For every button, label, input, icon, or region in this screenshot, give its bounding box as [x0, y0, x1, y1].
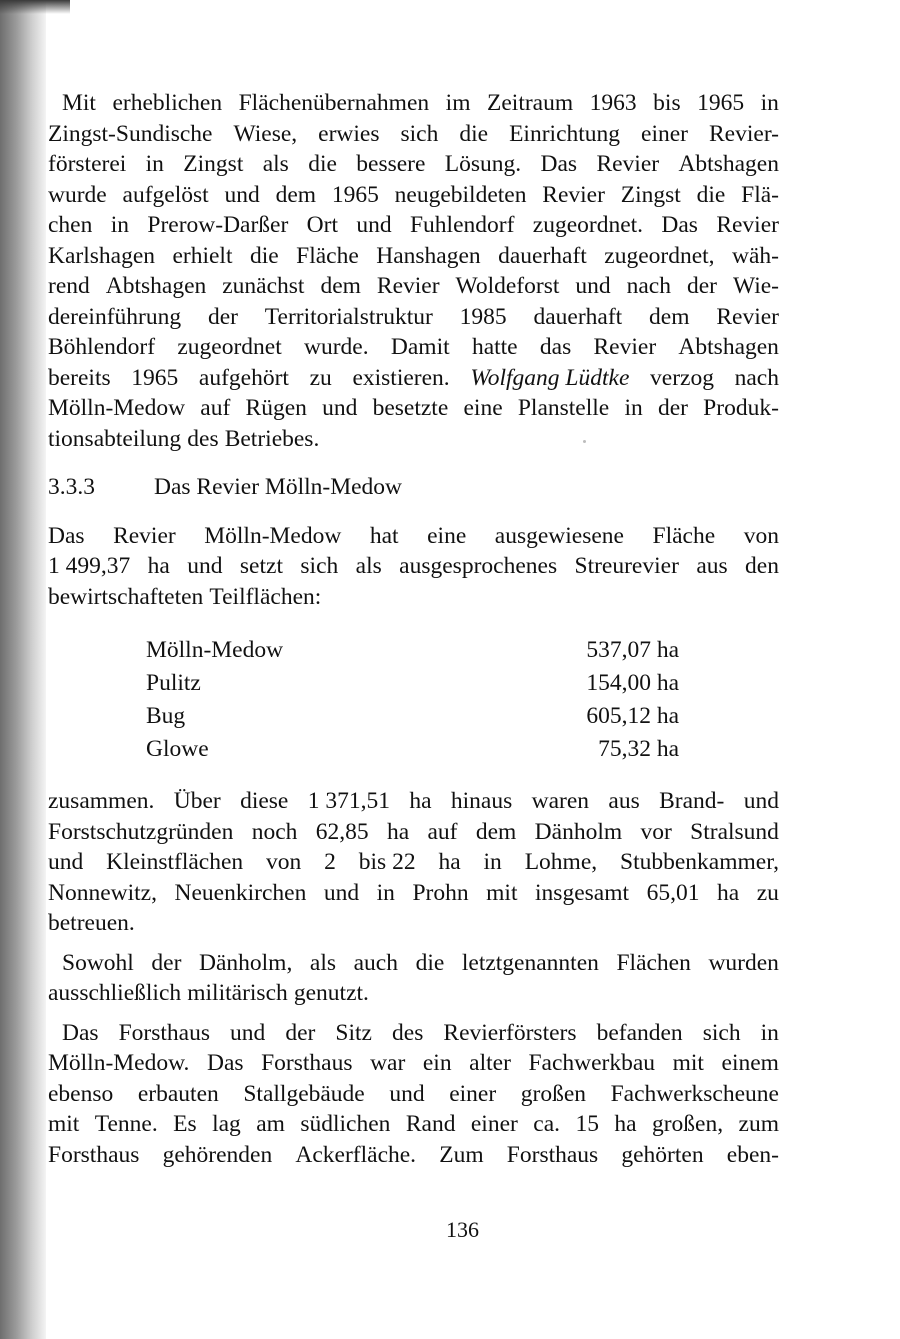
text-line — [48, 521, 779, 552]
word: Stallgebäude — [243, 1080, 365, 1107]
word: Territorialstruktur — [264, 303, 433, 330]
word: Flächen — [616, 949, 691, 976]
word: neugebildeten — [394, 181, 527, 208]
word: Fachwerkbau — [528, 1050, 656, 1076]
word: dem — [475, 818, 517, 845]
word: zugeordnet, — [604, 242, 715, 269]
person-name: Wolfgang Lüdtke — [470, 364, 630, 391]
word: ausschließlich — [48, 980, 182, 1006]
word: gehörenden — [162, 1141, 273, 1168]
word: Rand — [405, 1111, 456, 1137]
word: befanden — [596, 1019, 683, 1046]
word: Mölln-Medow — [48, 395, 186, 421]
word: großen, — [651, 1111, 724, 1137]
word: Mit — [62, 90, 96, 116]
word: wäh- — [732, 242, 779, 269]
word: Hanshagen — [376, 242, 481, 269]
area-row — [146, 634, 679, 667]
area-name: Pulitz — [146, 670, 201, 696]
area-name: Mölln-Medow — [146, 637, 284, 663]
word: Das — [207, 1050, 244, 1076]
word: hinaus — [450, 788, 513, 814]
word: 1 371,51 — [307, 788, 390, 814]
word: Revier — [596, 151, 660, 177]
word: in — [145, 151, 164, 177]
word: Revier — [376, 273, 440, 299]
word: genutzt. — [293, 980, 369, 1006]
word: Karlshagen — [48, 242, 156, 269]
area-value: 75,32 ha — [598, 736, 679, 762]
scan-edge-shadow — [0, 0, 70, 14]
book-binding-shadow — [0, 0, 46, 1339]
paragraph-5 — [48, 1018, 779, 1171]
word: Revier — [542, 181, 605, 208]
word: Das — [62, 1019, 99, 1046]
word: 1965 — [697, 90, 745, 116]
word: südlichen — [300, 1111, 391, 1137]
word: in — [483, 849, 502, 875]
text-line — [48, 241, 779, 272]
word: Dänholm — [534, 818, 623, 845]
word: hatte — [471, 334, 518, 360]
word: diese — [240, 788, 289, 814]
word: auf — [427, 818, 458, 845]
word: Abtshagen — [678, 151, 779, 177]
paragraph-3 — [48, 786, 779, 939]
word: sich — [702, 1019, 741, 1046]
word: Wiese, — [233, 120, 298, 147]
word: wurde. — [304, 334, 369, 360]
area-value: 605,12 ha — [586, 703, 679, 729]
text-line — [48, 908, 779, 939]
word: zugeordnet — [177, 334, 282, 360]
word: in — [760, 1019, 779, 1046]
paragraph-2 — [48, 521, 779, 613]
word: ca. — [533, 1111, 561, 1137]
word: Abtshagen — [105, 273, 207, 299]
word: Böhlendorf — [48, 334, 156, 360]
paragraph-1 — [48, 88, 779, 454]
word: Lohme, — [524, 849, 598, 875]
word: Zeitraum — [487, 90, 574, 116]
word: Zingst — [183, 151, 244, 177]
word: am — [256, 1111, 285, 1137]
word: Stralsund — [690, 818, 779, 845]
word: betreuen. — [48, 910, 135, 936]
word: und — [187, 553, 223, 579]
word: Fachwerkscheune — [610, 1080, 779, 1107]
text-line — [48, 847, 779, 878]
word: Lösung. — [444, 151, 522, 177]
word: existieren. — [352, 364, 450, 391]
word: die — [459, 120, 489, 147]
word: nach — [734, 364, 779, 391]
area-row — [146, 733, 679, 766]
word: Stubbenkammer, — [620, 849, 779, 875]
word: und — [575, 273, 611, 299]
word: dereinführung — [48, 303, 182, 330]
word: insgesamt — [535, 879, 630, 906]
paragraph-4 — [48, 948, 779, 1009]
word: Ackerfläche. — [295, 1141, 417, 1168]
word: einer — [449, 1080, 497, 1107]
area-value: 537,07 ha — [586, 637, 679, 663]
word: erhielt — [172, 242, 233, 269]
word: chen — [48, 212, 93, 238]
word: besetzte — [372, 395, 449, 421]
word: Neuenkirchen — [174, 879, 307, 906]
word: aus — [696, 553, 728, 579]
word: Abtshagen — [678, 334, 779, 360]
word: die — [415, 949, 445, 976]
word: der — [686, 273, 717, 299]
word: Wie- — [732, 273, 779, 299]
word: zusammen. — [48, 788, 155, 814]
word: der — [151, 949, 182, 976]
word: zu — [756, 879, 779, 906]
word: rend — [48, 273, 90, 299]
section-heading — [48, 472, 779, 503]
word: erwies — [318, 120, 380, 147]
word: das — [539, 334, 572, 360]
word: Sowohl — [62, 949, 134, 976]
word: im — [445, 90, 471, 116]
area-name: Bug — [146, 703, 186, 729]
word: der — [285, 1019, 316, 1046]
text-line — [48, 878, 779, 909]
area-row — [146, 667, 679, 700]
word: Fläche — [652, 522, 716, 549]
word: Produk- — [703, 395, 779, 421]
word: ha — [716, 879, 740, 906]
word: Revier — [716, 303, 779, 330]
word: Revier- — [709, 120, 779, 147]
word: aufgehört — [198, 364, 289, 391]
word: eben- — [726, 1141, 779, 1168]
text-line — [48, 393, 779, 424]
word: Sitz — [335, 1019, 372, 1046]
word: 1963 — [589, 90, 637, 116]
word: 65,01 — [646, 879, 700, 906]
word: großen — [520, 1080, 587, 1107]
word: aufgelöst — [122, 181, 209, 208]
word: einer — [470, 1111, 518, 1137]
word: Mölln-Medow. — [48, 1050, 190, 1076]
word: Mölln-Medow — [204, 522, 342, 549]
word: Das — [48, 522, 85, 549]
word: Einrichtung — [509, 120, 621, 147]
word: Ort — [306, 212, 338, 238]
word: die — [308, 151, 337, 177]
word: erheblichen — [112, 90, 223, 116]
word: der — [657, 395, 688, 421]
word: der — [207, 303, 238, 330]
word: Kleinstflächen — [106, 849, 244, 875]
word: försterei — [48, 151, 127, 177]
word: Brand- — [659, 788, 725, 814]
word: Forsthaus — [48, 1141, 140, 1168]
word: Rügen — [245, 395, 307, 421]
word: Zingst — [620, 181, 681, 208]
word: Betriebes. — [224, 425, 320, 452]
word: tionsabteilung — [48, 425, 182, 452]
word: Es — [173, 1111, 197, 1137]
word: dauerhaft — [533, 303, 623, 330]
word: dem — [649, 303, 690, 330]
word: dem — [275, 181, 317, 208]
text-line — [48, 210, 779, 241]
word: verzog — [650, 364, 714, 391]
word: Fläche — [296, 242, 359, 269]
word: 62,85 — [315, 818, 369, 845]
word: bis — [653, 90, 681, 116]
word: von — [743, 522, 779, 549]
word: 1 499,37 — [48, 553, 131, 579]
word: des — [392, 1019, 424, 1046]
word: von — [266, 849, 302, 875]
word: gehörten — [621, 1141, 704, 1168]
word: zum — [738, 1111, 779, 1137]
word: lag — [212, 1111, 241, 1137]
word: ha — [614, 1111, 637, 1137]
text-line — [48, 948, 779, 979]
word: Forstschutzgründen — [48, 818, 234, 845]
word: hat — [369, 522, 399, 549]
word: ha — [438, 849, 461, 875]
text-line — [48, 332, 779, 363]
word: Nonnewitz, — [48, 879, 157, 906]
word: und — [48, 849, 84, 875]
word: bessere — [356, 151, 426, 177]
word: und — [323, 879, 360, 906]
page-body — [48, 88, 779, 1170]
word: militärisch — [187, 980, 288, 1006]
word: Forsthaus — [506, 1141, 599, 1168]
word: Planstelle — [517, 395, 610, 421]
word: Streurevier — [574, 553, 679, 579]
word: waren — [531, 788, 590, 814]
word: Tenne. — [94, 1111, 158, 1137]
text-line — [48, 1048, 779, 1079]
word: bis 22 — [358, 849, 416, 875]
word: ausgesprochenes — [399, 553, 558, 579]
word: Revier — [716, 212, 779, 238]
word: noch — [251, 818, 298, 845]
word: zu — [309, 364, 332, 391]
word: letztgenannten — [461, 949, 599, 976]
text-line — [48, 149, 779, 180]
word: Forsthaus — [261, 1050, 353, 1076]
text-line — [48, 1109, 779, 1140]
word: und — [743, 788, 779, 814]
word: auf — [200, 395, 231, 421]
text-line — [48, 1018, 779, 1049]
word: in — [760, 90, 779, 116]
word: alter — [469, 1050, 511, 1076]
word: Dänholm, — [199, 949, 293, 976]
word: als — [262, 151, 289, 177]
text-line — [48, 424, 779, 455]
word: Woldeforst — [455, 273, 560, 299]
word: und — [389, 1080, 425, 1107]
word: Flächenübernahmen — [238, 90, 430, 116]
word: Teilflächen: — [209, 583, 322, 610]
section-number: 3.3.3 — [48, 474, 95, 500]
word: aus — [608, 788, 640, 814]
word: mit — [486, 879, 518, 906]
word: und — [356, 212, 392, 238]
word: setzt — [239, 553, 283, 579]
text-line — [48, 817, 779, 848]
text-line — [48, 1140, 779, 1171]
word: Zum — [439, 1141, 484, 1168]
text-line — [48, 582, 779, 613]
word: erbauten — [137, 1080, 219, 1107]
word: einer — [641, 120, 688, 147]
area-name: Glowe — [146, 736, 209, 762]
area-value: 154,00 ha — [586, 670, 679, 696]
text-line — [48, 180, 779, 211]
word: ein — [422, 1050, 452, 1076]
word: ebenso — [48, 1080, 114, 1107]
text-line — [48, 363, 779, 394]
word: den — [745, 553, 779, 579]
word: in — [624, 395, 643, 421]
word: ausgewiesene — [494, 522, 624, 549]
text-line — [48, 786, 779, 817]
word: 2 — [324, 849, 336, 875]
text-line — [48, 978, 779, 1009]
word: auch — [353, 949, 398, 976]
word: Revier — [113, 522, 176, 549]
text-line — [48, 1079, 779, 1110]
word: bereits — [48, 364, 111, 391]
word: Über — [173, 788, 221, 814]
word: vor — [640, 818, 672, 845]
word: war — [370, 1050, 406, 1076]
word: Das — [661, 212, 698, 238]
word: einem — [721, 1050, 779, 1076]
word: wurde — [48, 181, 107, 208]
word: eine — [427, 522, 467, 549]
word: sich — [400, 120, 439, 147]
word: ha — [147, 553, 170, 579]
word: Forsthaus — [118, 1019, 210, 1046]
word: die — [249, 242, 279, 269]
word: Revier — [593, 334, 657, 360]
word: mit — [672, 1050, 704, 1076]
word: zunächst — [222, 273, 305, 299]
word: nach — [626, 273, 671, 299]
word: sich — [300, 553, 339, 579]
word: in — [110, 212, 130, 238]
section-title: Das Revier Mölln-Medow — [154, 474, 403, 500]
word: Prerow-Darßer — [147, 212, 289, 238]
word: Flä- — [741, 181, 779, 208]
word: 1965 — [331, 181, 379, 208]
text-line — [48, 271, 779, 302]
word: mit — [48, 1111, 80, 1137]
word: Revierförsters — [443, 1019, 577, 1046]
word: Das — [540, 151, 578, 177]
word: Fuhlendorf — [409, 212, 515, 238]
word: 1965 — [131, 364, 179, 391]
text-line — [48, 119, 779, 150]
word: eine — [463, 395, 503, 421]
word: Prohn — [412, 879, 469, 906]
word: und — [224, 181, 260, 208]
area-row — [146, 700, 679, 733]
word: zugeordnet. — [532, 212, 644, 238]
word: in — [376, 879, 395, 906]
word: ha — [409, 788, 432, 814]
word: als — [309, 949, 337, 976]
text-line — [48, 88, 779, 119]
word: und — [230, 1019, 266, 1046]
area-table — [146, 634, 679, 766]
word: Zingst-Sundische — [48, 120, 213, 147]
page-number: 136 — [446, 1217, 479, 1242]
word: ha — [386, 818, 410, 845]
word: 15 — [575, 1111, 599, 1137]
text-line — [48, 551, 779, 582]
word: 1985 — [459, 303, 507, 330]
word: des — [187, 425, 219, 452]
word: Damit — [390, 334, 450, 360]
word: dem — [320, 273, 361, 299]
word: die — [696, 181, 726, 208]
word: und — [322, 395, 358, 421]
text-line — [48, 302, 779, 333]
word: als — [355, 553, 382, 579]
word: wurden — [708, 949, 779, 976]
word: bewirtschafteten — [48, 583, 204, 610]
word: dauerhaft — [498, 242, 587, 269]
